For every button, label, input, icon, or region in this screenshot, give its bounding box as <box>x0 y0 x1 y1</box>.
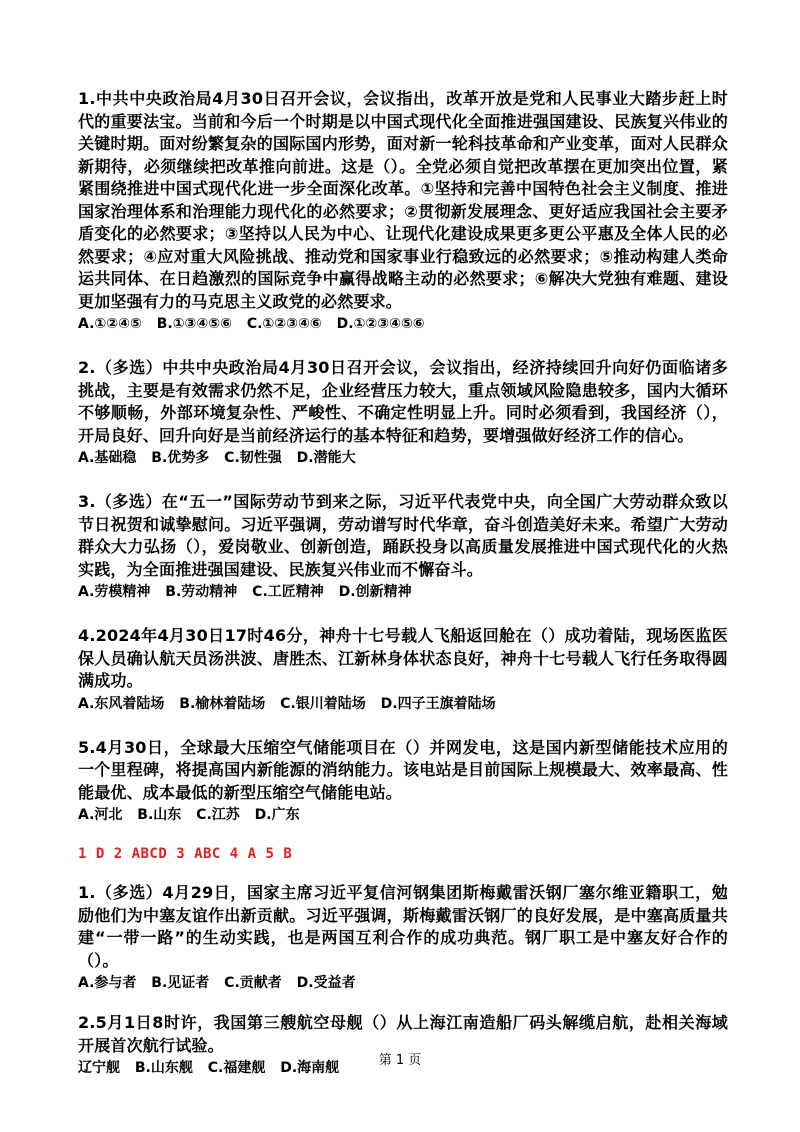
option-b: B.①③④⑤⑥ <box>156 316 232 332</box>
option-b: B.榆林着陆场 <box>179 695 266 712</box>
option-c: C.江苏 <box>196 807 240 823</box>
option-a: A.基础稳 <box>78 450 137 466</box>
answer-options <box>78 805 728 826</box>
question-text: 3.（多选）在“五一”国际劳动节到来之际，习近平代表党中央，向全国广大劳动群众致以节日祝贺和诚挚慰问。习近平强调，劳动谱写时代华章，奋斗创造美好未来。希望广大劳动群众大力弘扬（），爱岗敬业、创新创造，踊跃投身以高质量发展推进中国式现代化的火热实践，为全面推进强国建设、民族复兴伟业而不懈奋斗。 <box>78 492 728 579</box>
question-text: 1.（多选）4月29日，国家主席习近平复信河钢集团斯梅戴雷沃钢厂塞尔维亚籍职工，勉励他们为中塞友谊作出新贡献。习近平强调，斯梅戴雷沃钢厂的良好发展，是中塞高质量共建“一带一路”的生动实践，也是两国互利合作的成功典范。钢厂职工是中塞友好合作的（）。 <box>78 883 728 970</box>
answer-options <box>78 582 728 603</box>
option-b: B.见证者 <box>151 975 210 991</box>
option-b: B.优势多 <box>151 450 210 466</box>
option-a: A.参与者 <box>78 975 137 991</box>
question-text: 5.4月30日，全球最大压缩空气储能项目在（）并网发电，这是国内新型储能技术应用的一个里程碑，将提高国内新能源的消纳能力。该电站是目前国际上规模最大、效率最高、性能最优、成本最低的新型压缩空气储能电站。 <box>78 737 728 802</box>
option-a: A.劳模精神 <box>78 584 151 600</box>
option-c: C.银川着陆场 <box>280 695 366 712</box>
option-c: C.韧性强 <box>224 450 282 466</box>
option-c: C.工匠精神 <box>252 584 324 600</box>
option-c: C.贡献者 <box>224 975 282 991</box>
question-2 <box>78 357 728 469</box>
option-d: D.广东 <box>254 807 300 823</box>
option-d: D.受益者 <box>296 975 356 991</box>
option-d: D.潜能大 <box>296 450 356 466</box>
page-number: 第 1 页 <box>378 1053 422 1068</box>
question-5 <box>78 737 728 827</box>
question-text: 2.（多选）中共中央政治局4月30日召开会议，会议指出，经济持续回升向好仍面临诸多挑战，主要是有效需求仍然不足，企业经营压力较大，重点领域风险隐患较多，国内大循环不够顺畅，外部环境复杂性、严峻性、不确定性明显上升。同时必须看到，我国经济（），开局良好、回升向好是当前经济运行的基本特征和趋势，要增强做好经济工作的信心。 <box>78 358 728 445</box>
option-d: D.①②③④⑤⑥ <box>336 316 425 332</box>
question-4 <box>78 625 728 715</box>
question-7 <box>78 1012 728 1079</box>
option-b: B.山东 <box>137 807 182 823</box>
option-c: C.①②③④⑥ <box>246 316 322 332</box>
question-text: 2.5月1日8时许，我国第三艘航空母舰（）从上海江南造船厂码头解缆启航，赴相关海域开展首次航行试验。 <box>78 1013 728 1055</box>
answer-options <box>78 448 728 469</box>
question-3 <box>78 491 728 603</box>
answer-options <box>78 314 728 335</box>
question-text: 4.2024年4月30日17时46分，神舟十七号载人飞船返回舱在（）成功着陆，现场医监医保人员确认航天员汤洪波、唐胜杰、江新林身体状态良好，神舟十七号载人飞行任务取得圆满成功。 <box>78 626 728 690</box>
question-text: 1.中共中央政治局4月30日召开会议，会议指出，改革开放是党和人民事业大踏步赶上时代的重要法宝。当前和今后一个时期是以中国式现代化全面推进强国建设、民族复兴伟业的关键时期。面对纷繁复杂的国际国内形势，面对新一轮科技革命和产业变革，面对人民群众新期待，必须继续把改革推向前进。这是（）。全党必须自觉把改革摆在更加突出位置，紧紧围绕推进中国式现代化进一步全面深化改革。①坚持和完善中国特色社会主义制度、推进国家治理体系和治理能力现代化的必然要求；②贯彻新发展理念、更好适应我国社会主要矛盾变化的必然要求；③坚持以人民为中心、让现代化建设成果更多更公平惠及全体人民的必然要求；④应对重大风险挑战、推动党和国家事业行稳致远的必然要求；⑤推动构建人类命运共同体、在日趋激烈的国际竞争中赢得战略主动的必然要求；⑥解决大党独有难题、建设更加坚强有力的马克思主义政党的必然要求。 <box>78 89 728 311</box>
option-c: C.福建舰 <box>207 1060 266 1076</box>
option-a: 辽宁舰 <box>78 1060 120 1076</box>
option-a: A.①②④⑤ <box>78 316 142 332</box>
option-d: D.海南舰 <box>280 1060 340 1076</box>
option-b: B.山东舰 <box>134 1060 193 1076</box>
option-d: D.四子王旗着陆场 <box>380 695 496 712</box>
option-d: D.创新精神 <box>338 584 412 600</box>
document-body <box>78 88 728 1079</box>
answer-key: 1 D 2 ABCD 3 ABC 4 A 5 B <box>78 846 293 862</box>
option-b: B.劳动精神 <box>165 584 238 600</box>
question-6 <box>78 882 728 994</box>
answer-options <box>78 973 728 994</box>
option-a: A.东风着陆场 <box>78 695 165 712</box>
option-a: A.河北 <box>78 807 123 823</box>
question-1 <box>78 88 728 335</box>
answer-options <box>78 694 728 715</box>
